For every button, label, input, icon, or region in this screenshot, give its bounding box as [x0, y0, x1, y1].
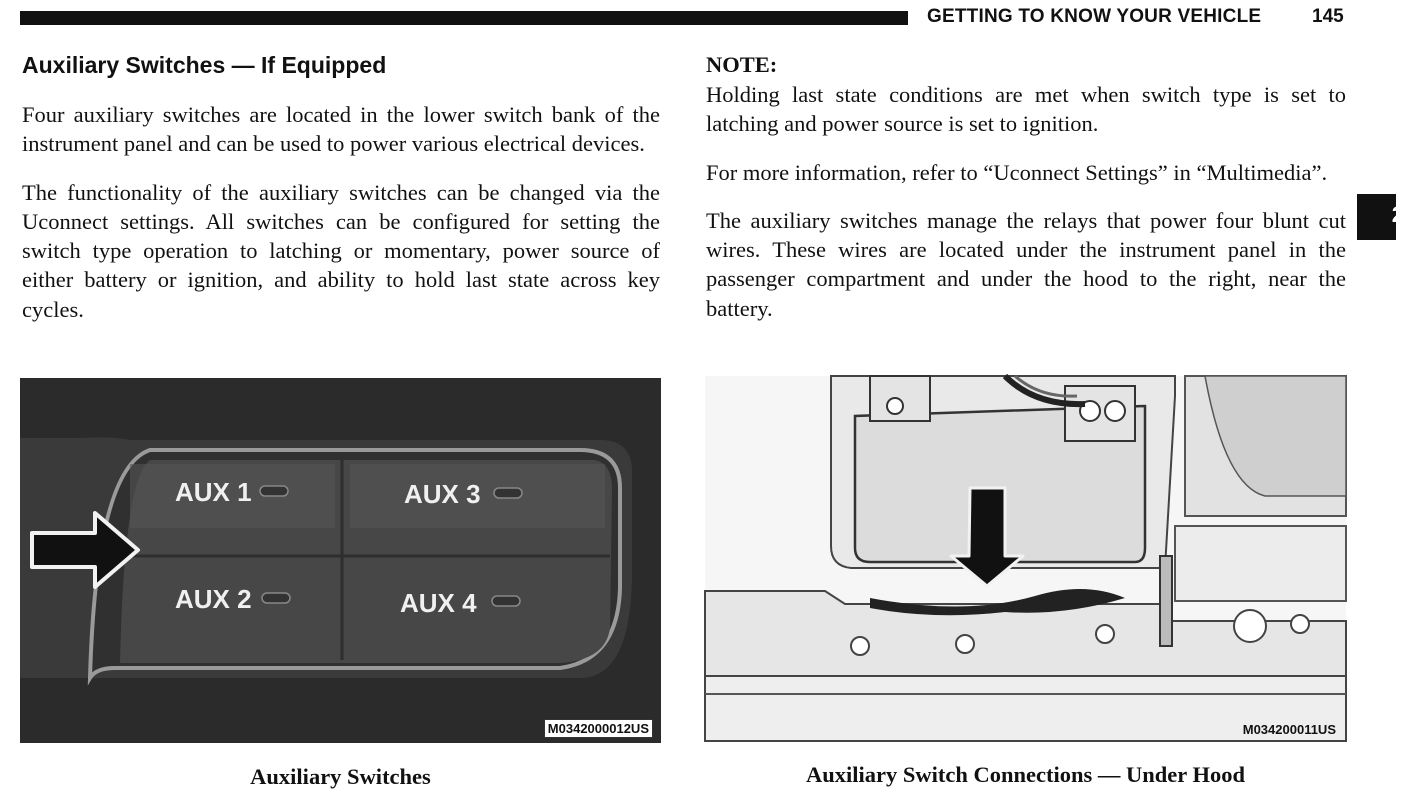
aux1-indicator	[260, 486, 288, 496]
aux4-label: AUX 4	[400, 588, 477, 618]
aux4-indicator	[492, 596, 520, 606]
left-column	[22, 50, 660, 343]
caption-switches: Auxiliary Switches	[250, 764, 431, 789]
section-heading: Auxiliary Switches — If Equipped	[22, 52, 387, 78]
aux1-label: AUX 1	[175, 477, 252, 507]
switch-bank-illustration	[20, 378, 661, 743]
figure-code-switches: M0342000012US	[544, 719, 653, 738]
figure-under-hood	[705, 376, 1346, 741]
caption-under-hood: Auxiliary Switch Connections — Under Hood	[805, 762, 1245, 787]
paragraph-reference: For more information, refer to “Uconnect Settings” in “Multimedia”.	[706, 159, 1328, 185]
running-header-title: GETTING TO KNOW YOUR VEHICLE	[927, 6, 1262, 27]
chapter-tab	[1357, 194, 1404, 240]
aux3-label: AUX 3	[404, 479, 481, 509]
page-number: 145	[1312, 6, 1344, 27]
paragraph-relays: The auxiliary switches manage the relays that power four blunt cut wires. These wires are located under the instrument panel in the passenger compartment and under the hood to the right, near the battery.	[706, 207, 1346, 321]
engine-bay-illustration	[705, 376, 1346, 741]
paragraph-functionality: The functionality of the auxiliary switches can be changed via the Uconnect settings. All switches can be configured for setting the switch type operation to latching or momentary, power source of either battery or ignition, and ability to hold last state across key cycles.	[22, 179, 660, 322]
paragraph-intro: Four auxiliary switches are located in the lower switch bank of the instrument panel and can be used to power various electrical devices.	[22, 102, 660, 157]
figure-auxiliary-switches	[20, 378, 661, 743]
figure-code-under-hood: M034200011US	[1242, 722, 1336, 737]
header-rule	[20, 11, 908, 25]
note-title: NOTE:	[706, 52, 778, 77]
chapter-tab-number: 2	[1391, 202, 1404, 227]
right-column	[706, 50, 1346, 342]
aux2-label: AUX 2	[175, 584, 252, 614]
note-text: Holding last state conditions are met when switch type is set to latching and power source is set to ignition.	[706, 82, 1346, 137]
aux2-indicator	[262, 593, 290, 603]
aux3-indicator	[494, 488, 522, 498]
